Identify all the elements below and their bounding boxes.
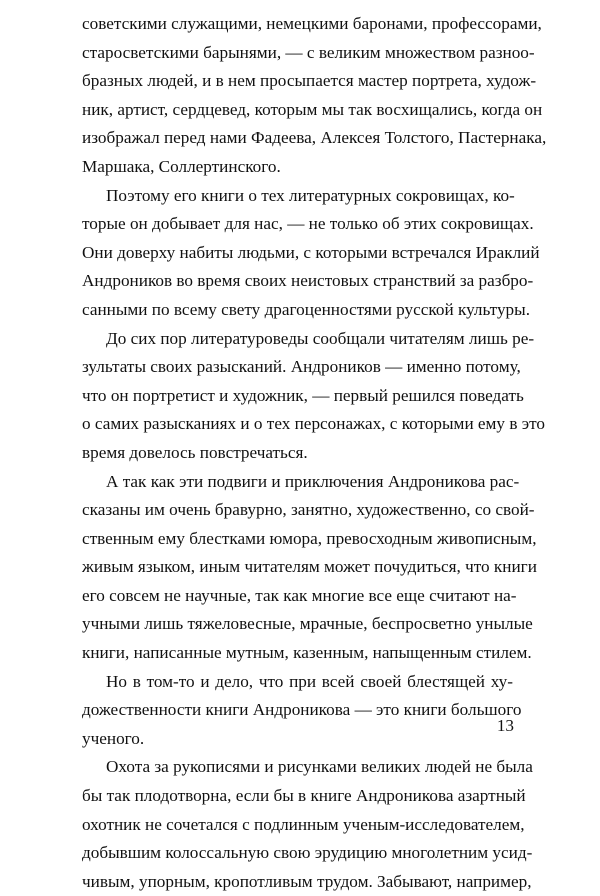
text-line: санными по всему свету драгоценностями русской культуры.: [82, 299, 530, 319]
text-line: Маршака, Соллертинского.: [82, 156, 281, 176]
page-number: 13: [496, 716, 514, 735]
text-line: ственным ему блестками юмора, превосходным живописным,: [82, 528, 537, 548]
text-line: охотник не сочетался с подлинным ученым-исследователем,: [82, 814, 525, 834]
paragraph: [82, 468, 537, 668]
text-line: дожественности книги Андроникова — это книги большого: [82, 700, 522, 720]
text-line: Поэтому его книги о тех литературных сокровищах, ко-: [106, 185, 515, 205]
text-line: сказаны им очень бравурно, занятно, художественно, со свой-: [82, 500, 535, 520]
text-line: Но в том-то и дело, что при всей своей блестящей ху-: [106, 671, 513, 691]
text-line: бразных людей, и в нем просыпается мастер портрета, худож-: [82, 71, 537, 91]
text-line: Охота за рукописями и рисунками великих людей не была: [106, 757, 533, 777]
text-line: бы так плодотворна, если бы в книге Андроникова азартный: [82, 786, 526, 806]
text-line: До сих пор литературоведы сообщали читателям лишь ре-: [106, 328, 535, 348]
text-line: ник, артист, сердцевед, которым мы так восхищались, когда он: [82, 99, 543, 119]
text-line: книги, написанные мутным, казенным, напыщенным стилем.: [82, 643, 532, 663]
paragraph: [82, 10, 547, 182]
text-line: добывшим колоссальную свою эрудицию многолетним усид-: [82, 843, 533, 863]
page-text: [82, 10, 547, 896]
text-line: время довелось повстречаться.: [82, 442, 308, 462]
paragraph: [82, 325, 545, 468]
text-line: Андроников во время своих неистовых странствий за разбро-: [82, 271, 534, 291]
text-line: А так как эти подвиги и приключения Андроникова рас-: [106, 471, 520, 491]
text-line: о самих разысканиях и о тех персонажах, с которыми ему в это: [82, 414, 545, 434]
paragraph: [82, 182, 540, 325]
text-line: чивым, упорным, кропотливым трудом. Забывают, например,: [82, 871, 532, 891]
paragraph: [82, 668, 522, 754]
paragraph: [82, 753, 533, 896]
text-line: советскими служащими, немецкими баронами, профессорами,: [82, 14, 542, 33]
text-line: торые он добывает для нас, — не только об этих сокровищах.: [82, 214, 534, 234]
text-line: учными лишь тяжеловесные, мрачные, беспросветно унылые: [82, 614, 533, 634]
text-line: Они доверху набиты людьми, с которыми встречался Ираклий: [82, 242, 540, 262]
text-line: живым языком, иным читателям может почудиться, что книги: [82, 557, 537, 577]
text-line: что он портретист и художник, — первый решился поведать: [82, 385, 524, 405]
text-line: изображал перед нами Фадеева, Алексея Толстого, Пастернака,: [82, 128, 547, 148]
text-line: зультаты своих разысканий. Андроников — именно потому,: [82, 357, 521, 377]
text-line: старосветскими барынями, — с великим множеством разноо-: [82, 42, 535, 62]
text-line: его совсем не научные, так как многие все еще считают на-: [82, 585, 517, 605]
text-line: ученого.: [82, 728, 145, 748]
